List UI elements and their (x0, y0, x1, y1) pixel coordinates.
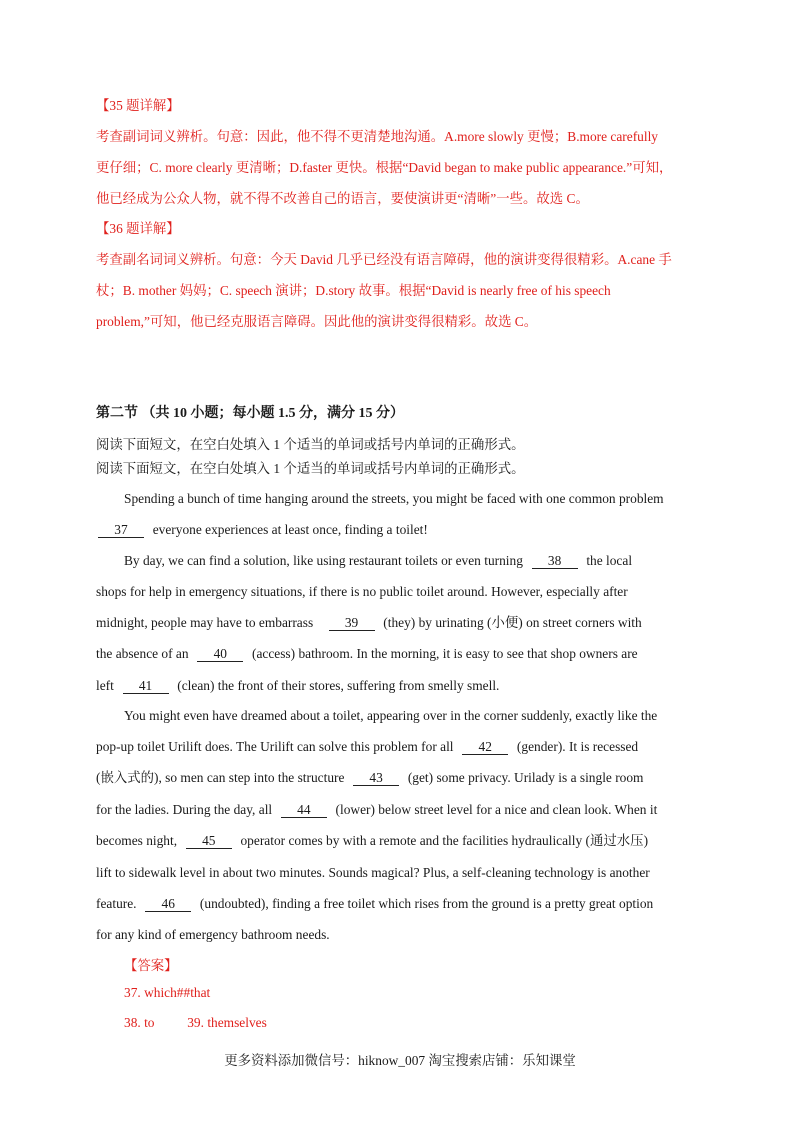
blank-43[interactable]: 43 (353, 770, 399, 786)
passage-text: (clean) the front of their stores, suffering from smelly smell. (177, 678, 500, 693)
passage-line-12 (96, 832, 648, 850)
passage-line-1: Spending a bunch of time hanging around the streets, you might be faced with one common problem (124, 491, 664, 506)
answer-39: 39. themselves (187, 1015, 267, 1030)
passage-line-14 (96, 895, 653, 913)
passage-text: the absence of an (96, 646, 189, 661)
answer-37: 37. which##that (124, 985, 211, 1000)
blank-42[interactable]: 42 (462, 739, 508, 755)
passage-line-8: You might even have dreamed about a toilet, appearing over in the corner suddenly, exactly like the (124, 708, 658, 723)
instruction-line-2: 阅读下面短文，在空白处填入 1 个适当的单词或括号内单词的正确形式。 (96, 461, 525, 476)
passage-text: (gender). It is recessed (516, 739, 639, 754)
passage-text: becomes night, (96, 833, 178, 848)
blank-40[interactable]: 40 (197, 646, 243, 662)
explanation-35-heading: 【35 题详解】 (96, 98, 180, 113)
answers-heading: 【答案】 (124, 958, 178, 973)
passage-line-7 (96, 677, 499, 695)
passage-text: (lower) below street level for a nice and clean look. When it (335, 802, 658, 817)
explanation-35-line-2: 更仔细；C. more clearly 更清晰；D.faster 更快。根据“David began to make public appearance.”可知， (96, 160, 673, 175)
blank-46[interactable]: 46 (145, 896, 191, 912)
explanation-35-line-3: 他已经成为公众人物，就不得不改善自己的语言，要使演讲更“清晰”一些。故选 C。 (96, 191, 589, 206)
blank-39[interactable]: 39 (329, 615, 375, 631)
answer-38-39 (124, 1014, 267, 1032)
passage-line-15: for any kind of emergency bathroom needs. (96, 927, 330, 942)
passage-line-3 (124, 552, 632, 570)
passage-line-6 (96, 645, 638, 663)
blank-38[interactable]: 38 (532, 553, 578, 569)
explanation-36-line-3: problem,”可知，他已经克服语言障碍。因此他的演讲变得很精彩。故选 C。 (96, 314, 538, 329)
passage-text: midnight, people may have to embarrass (96, 615, 314, 630)
blank-37[interactable]: 37 (98, 522, 144, 538)
passage-text: (get) some privacy. Urilady is a single room (407, 770, 644, 785)
passage-text: pop-up toilet Urilift does. The Urilift can solve this problem for all (96, 739, 454, 754)
passage-text: (undoubted), finding a free toilet which rises from the ground is a pretty great option (199, 896, 654, 911)
passage-line-10 (96, 769, 643, 787)
blank-45[interactable]: 45 (186, 833, 232, 849)
passage-text: feature. (96, 896, 137, 911)
explanation-35-line-1: 考查副词词义辨析。句意：因此，他不得不更清楚地沟通。A.more slowly 更慢；B.more carefully (96, 129, 658, 144)
passage-line-5 (96, 614, 642, 632)
passage-line-13: lift to sidewalk level in about two minutes. Sounds magical? Plus, a self-cleaning technology is another (96, 865, 650, 880)
passage-text: By day, we can find a solution, like using restaurant toilets or even turning (124, 553, 523, 568)
blank-44[interactable]: 44 (281, 802, 327, 818)
explanation-36-line-1: 考查副名词词义辨析。句意：今天 David 几乎已经没有语言障碍，他的演讲变得很精彩。A.cane 手 (96, 252, 672, 267)
passage-text: (嵌入式的), so men can step into the structure (96, 770, 345, 785)
passage-line-4: shops for help in emergency situations, if there is no public toilet around. However, especially after (96, 584, 628, 599)
page-footer: 更多资料添加微信号：hiknow_007 淘宝搜索店铺：乐知课堂 (224, 1053, 576, 1068)
explanation-36-heading: 【36 题详解】 (96, 221, 180, 236)
passage-line-2 (96, 521, 428, 539)
passage-text: (they) by urinating (小便) on street corners with (383, 615, 642, 630)
instruction-line-1: 阅读下面短文，在空白处填入 1 个适当的单词或括号内单词的正确形式。 (96, 437, 525, 452)
answer-38: 38. to (124, 1015, 155, 1030)
passage-text: for the ladies. During the day, all (96, 802, 273, 817)
passage-text: (access) bathroom. In the morning, it is easy to see that shop owners are (251, 646, 638, 661)
section-title: 第二节 （共 10 小题；每小题 1.5 分，满分 15 分） (96, 406, 404, 421)
passage-text: everyone experiences at least once, finding a toilet! (152, 522, 428, 537)
explanation-36-line-2: 杖；B. mother 妈妈；C. speech 演讲；D.story 故事。根据“David is nearly free of his speech (96, 283, 611, 298)
passage-line-9 (96, 738, 638, 756)
passage-line-11 (96, 801, 657, 819)
passage-text: the local (586, 553, 633, 568)
passage-text: operator comes by with a remote and the facilities hydraulically (通过水压) (240, 833, 649, 848)
passage-text: left (96, 678, 114, 693)
blank-41[interactable]: 41 (123, 678, 169, 694)
